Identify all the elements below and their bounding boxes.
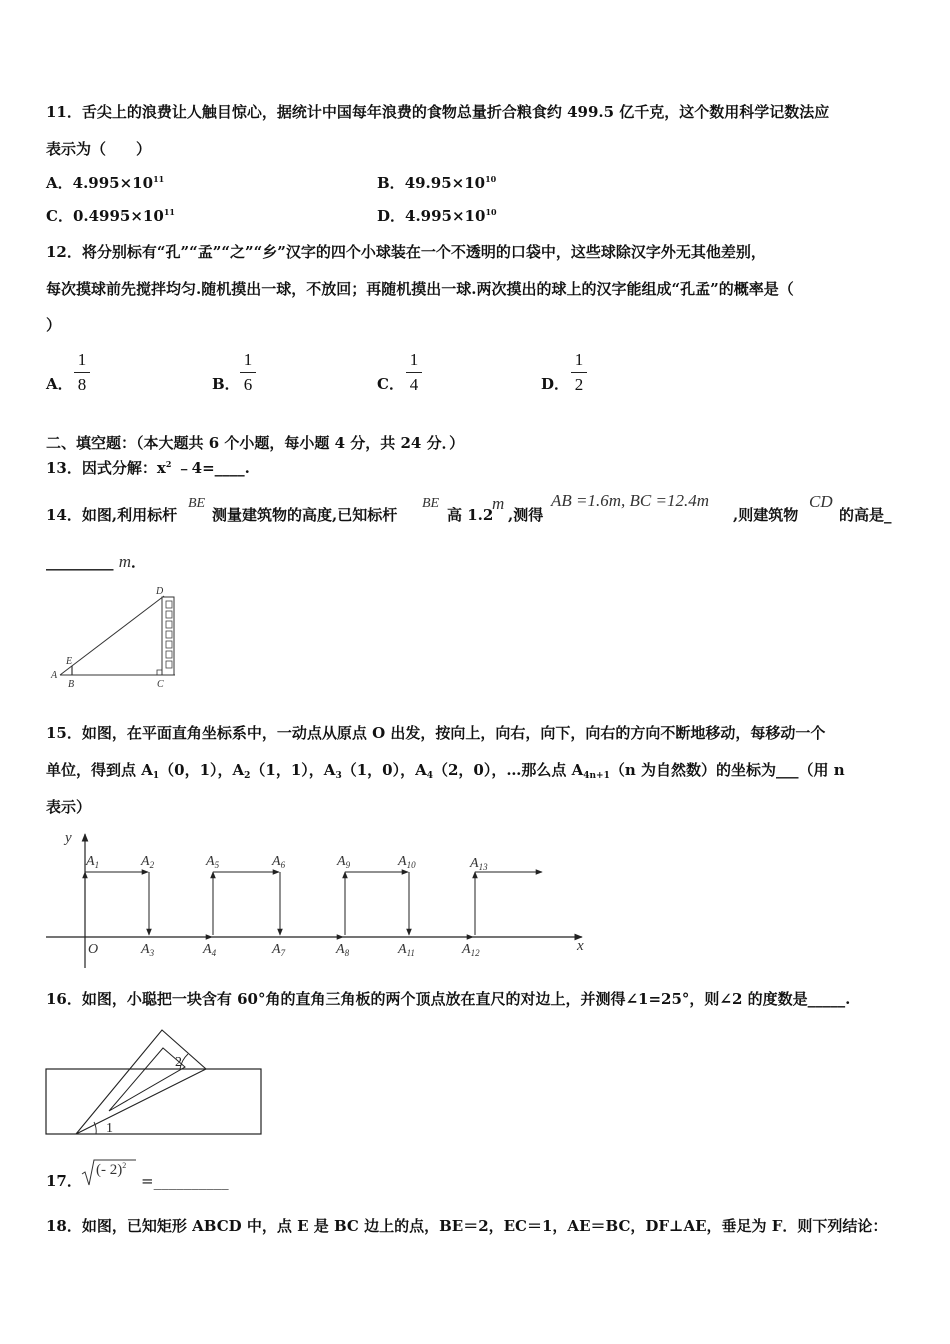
q15-label-a2: $A_2$ [141, 854, 155, 870]
q11-line2: 表示为（ ） [46, 140, 152, 158]
q15-label-a1: $A_1$ [86, 854, 100, 870]
q14-label-e: E [66, 656, 73, 667]
q12-option-d-label: D． [541, 375, 570, 393]
q16-line1: 16．如图，小聪把一块含有 60°角的直角三角板的两个顶点放在直尺的对边上，并测得∠1=25°，则∠2 的度数是_____. [46, 990, 851, 1008]
q16-angle-2-label: 2 [175, 1055, 182, 1070]
q14-text-5: ,则建筑物 [733, 506, 799, 524]
q15-label-a6: $A_6$ [272, 854, 286, 870]
q15-label-a13: $A_{13}$ [470, 856, 488, 872]
q15-label-a10: $A_{10}$ [398, 854, 416, 870]
q14-text-3: 高 1.2 [447, 506, 494, 524]
section-heading-fill-blank: 二、填空题：（本大题共 6 个小题，每小题 4 分，共 24 分．） [46, 434, 465, 452]
q14-text-4: ,测得 [508, 506, 544, 524]
q14-math-cd: CD [809, 492, 833, 511]
q15-line2: 单位，得到点 $A_1(0$，1），$A_2(1$，1），$A_3(1$，0），$A_4(2$，0），…那么点 $A_{4n+1}(n$ 为自然数）的坐标为___（用 n [46, 761, 845, 781]
q14-math-be-2: BE [422, 496, 440, 511]
q14-math-m: m [492, 494, 505, 513]
q15-line1: 15．如图，在平面直角坐标系中，一动点从原点 O 出发，按向上，向右，向下，向右的方向不断地移动，每移动一个 [46, 724, 826, 742]
q15-origin-label: O [88, 942, 99, 957]
q15-line3: 表示） [46, 798, 92, 816]
q14-label-d: D [156, 586, 164, 597]
q12-option-c-label: C． [377, 375, 404, 393]
q14-text-2: 测量建筑物的高度,已知标杆 [212, 506, 398, 524]
q17-number: 17． [46, 1172, 82, 1190]
q12-line3: ） [46, 316, 62, 334]
q11-option-b: B．$49.95\times 10^{10}$ [377, 174, 497, 192]
q12-option-a-fraction: 1 8 [72, 350, 92, 395]
q14-text-6: 的高是_ [839, 506, 892, 524]
q15-label-a4: $A_4$ [203, 942, 217, 958]
q18-line1: 18．如图，已知矩形 ABCD 中，点 E 是 BC 边上的点，BE＝2，EC＝1，AE＝BC，DF⊥AE，垂足为 F．则下列结论： [46, 1217, 888, 1235]
q15-label-a8: $A_8$ [336, 942, 350, 958]
q12-option-d-fraction: 1 2 [569, 350, 589, 395]
q11-option-a: A．$4.995\times 10^{11}$ [46, 174, 165, 192]
q15-label-a7: $A_7$ [272, 942, 286, 958]
q12-option-c-fraction: 1 4 [404, 350, 424, 395]
q14-label-b: B [68, 679, 75, 690]
q15-label-a5: $A_5$ [206, 854, 220, 870]
q15-label-a9: $A_9$ [337, 854, 351, 870]
q12-option-b-label: B． [212, 375, 240, 393]
q15-label-a12: $A_{12}$ [462, 942, 480, 958]
q14-math-be-1: BE [188, 496, 206, 511]
q11-line1: 11．舌尖上的浪费让人触目惊心，据统计中国每年浪费的食物总量折合粮食约 499.5 亿千克，这个数用科学记数法应 [46, 103, 830, 121]
q12-line2: 每次摸球前先搅拌均匀.随机摸出一球，不放回；再随机摸出一球.两次摸出的球上的汉字能组成“孔孟”的概率是（ [46, 280, 794, 298]
q14-line2: _________ m． [46, 552, 147, 571]
q16-angle-1-label: 1 [106, 1121, 113, 1136]
q15-label-a11: $A_{11}$ [398, 942, 415, 958]
q15-axis-y-label: y [65, 830, 72, 846]
q17-radicand: (- 2)$^2$ [96, 1161, 127, 1178]
q13-line: 13．因式分解：$x^2$ ﹣4=____. [46, 459, 250, 477]
q11-option-d: D．$4.995\times 10^{10}$ [377, 207, 497, 225]
q12-line1: 12．将分别标有“孔”“孟”“之”“乡”汉字的四个小球装在一个不透明的口袋中，这些球除汉字外无其他差别， [46, 243, 766, 261]
q17-answer: =__________ [141, 1172, 229, 1190]
q12-option-a-label: A． [46, 375, 73, 393]
q14-text-1: 14．如图,利用标杆 [46, 506, 178, 524]
q14-label-c: C [157, 679, 164, 690]
q14-figure [46, 585, 186, 689]
q14-label-a: A [51, 670, 58, 681]
q12-option-b-fraction: 1 6 [238, 350, 258, 395]
q15-figure [44, 826, 594, 974]
q11-option-c: C．$0.4995\times 10^{11}$ [46, 207, 175, 225]
q15-label-a3: $A_3$ [141, 942, 155, 958]
q15-axis-x-label: x [577, 938, 584, 954]
q14-math-measurements: AB =1.6m, BC =12.4m [551, 491, 709, 510]
q16-figure [44, 1025, 266, 1137]
